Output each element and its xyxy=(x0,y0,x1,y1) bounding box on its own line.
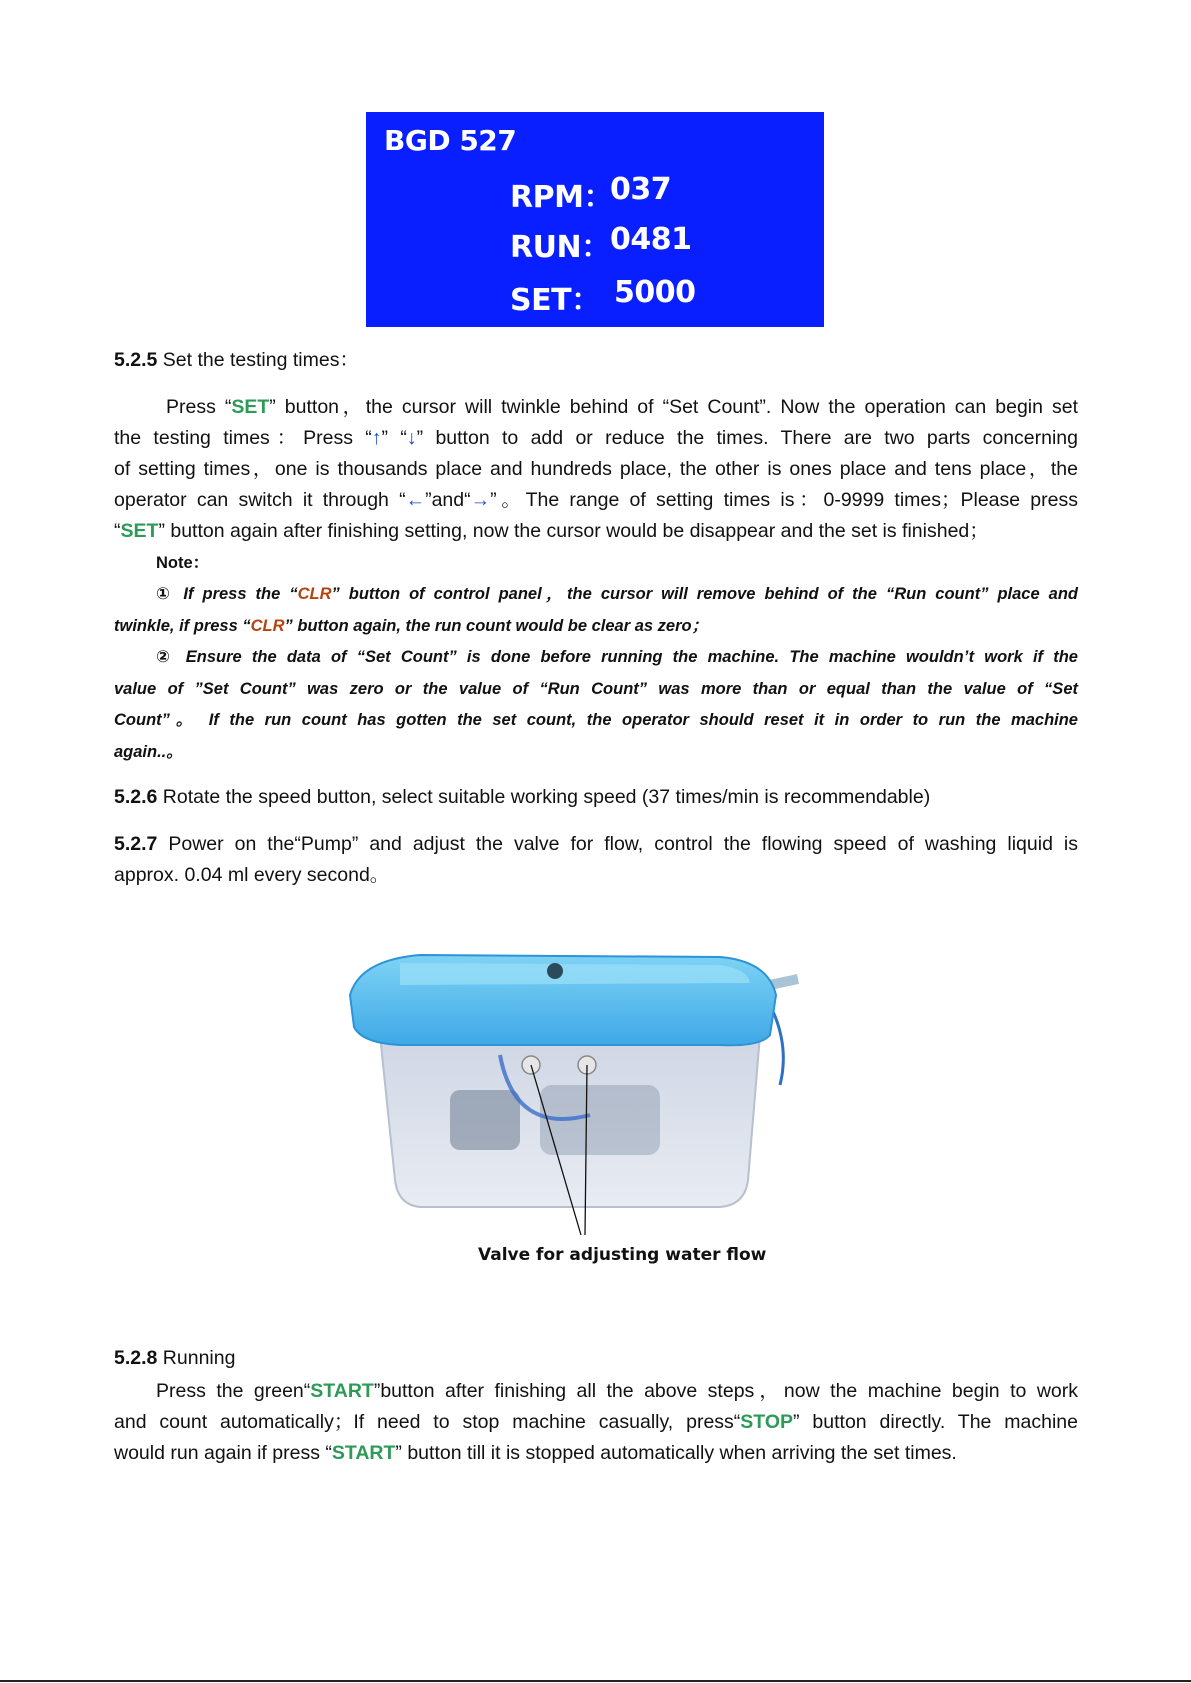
section-5-2-5-heading xyxy=(114,345,1078,376)
set-keyword: SET xyxy=(231,396,270,418)
paragraph-line: “SET” button again after finishing setting, now the cursor would be disappear and the set is finished； xyxy=(114,520,989,542)
section-5-2-5-body xyxy=(114,392,1078,547)
note-line: ② Ensure the data of “Set Count” is done before running the machine. The machine wouldn’t work if the xyxy=(156,648,1078,666)
lcd-display xyxy=(366,112,824,327)
arrow-right-icon: → xyxy=(470,489,491,511)
paragraph-line: Press “SET” button，the cursor will twinkle behind of “Set Count”. Now the operation can begin set xyxy=(166,396,1078,418)
paragraph-line: Press the green“START”button after finishing all the above steps，now the machine begin to work xyxy=(156,1380,1078,1402)
section-5-2-8-body xyxy=(114,1376,1078,1469)
arrow-left-icon: ← xyxy=(405,489,426,511)
pump-box-photo xyxy=(340,935,800,1245)
clr-keyword: CLR xyxy=(297,585,332,603)
paragraph-line: and count automatically；If need to stop machine casually, press“STOP” button directly. The machine xyxy=(114,1411,1078,1433)
section-number: 5.2.6 xyxy=(114,786,158,808)
section-number: 5.2.7 xyxy=(114,833,158,855)
section-5-2-7 xyxy=(114,829,1078,891)
lcd-model: BGD 527 xyxy=(384,124,517,157)
page-bottom-border xyxy=(0,1680,1191,1682)
note-line: ① If press the “CLR” button of control panel，the cursor will remove behind of the “Run count” place and xyxy=(156,585,1078,603)
lcd-run-label: RUN： xyxy=(510,230,611,265)
section-number: 5.2.8 xyxy=(114,1347,158,1369)
lcd-run-row xyxy=(510,222,692,266)
arrow-down-icon: ↓ xyxy=(406,427,417,449)
paragraph-line: of setting times，one is thousands place and hundreds place, the other is ones place and tens place，the xyxy=(114,458,1078,480)
lcd-set-row xyxy=(510,275,696,319)
section-5-2-6: 5.2.6 Rotate the speed button, select suitable working speed (37 times/min is recommendable) xyxy=(114,786,931,808)
lcd-run-value: 0481 xyxy=(610,222,692,257)
note-line: Count”。 If the run count has gotten the set count, the operator should reset it in order to run the machine xyxy=(114,711,1078,729)
section-title: Set the testing times： xyxy=(157,349,359,371)
lcd-set-value: 5000 xyxy=(614,275,696,310)
note-line: again..。 xyxy=(114,742,183,761)
arrow-up-icon: ↑ xyxy=(371,427,382,449)
paragraph-line: the testing times：Press “↑” “↓” button to add or reduce the times. There are two parts concerning xyxy=(114,427,1079,449)
figure-caption: Valve for adjusting water flow xyxy=(478,1245,767,1265)
stop-keyword: STOP xyxy=(740,1411,794,1433)
clr-keyword: CLR xyxy=(250,616,285,635)
lcd-rpm-row xyxy=(510,172,672,216)
note-title: Note： xyxy=(156,554,210,572)
lcd-rpm-label: RPM： xyxy=(510,180,613,215)
note-line: twinkle, if press “CLR” button again, the run count would be clear as zero； xyxy=(114,616,709,635)
paragraph-line: 5.2.7 Power on the“Pump” and adjust the valve for flow, control the flowing speed of washing liquid is xyxy=(114,833,1078,855)
note-line: value of ”Set Count” was zero or the value of “Run Count” was more than or equal than the value of “Set xyxy=(114,679,1078,698)
start-keyword: START xyxy=(331,1442,396,1464)
start-keyword: START xyxy=(310,1380,374,1402)
section-5-2-8-heading: 5.2.8 Running xyxy=(114,1347,236,1369)
lcd-set-label: SET： xyxy=(510,283,601,318)
note-body xyxy=(114,579,1078,768)
paragraph-line: approx. 0.04 ml every second。 xyxy=(114,864,390,886)
set-keyword: SET xyxy=(120,520,159,542)
section-number: 5.2.5 xyxy=(114,349,158,371)
paragraph-line: would run again if press “START” button till it is stopped automatically when arriving the set times. xyxy=(114,1442,957,1464)
paragraph-line: operator can switch it through “←”and“→”。The range of setting times is：0-9999 times；Please press xyxy=(114,489,1078,511)
lcd-rpm-value: 037 xyxy=(610,172,672,207)
